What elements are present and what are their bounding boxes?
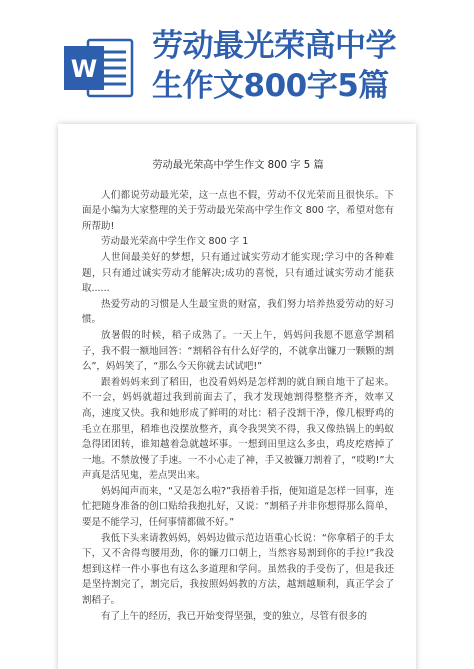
- word-document-icon: [62, 34, 136, 102]
- word-icon-letter: W: [70, 55, 98, 83]
- paragraph: 我低下头来请教妈妈，妈妈边做示范边语重心长说：“你拿稻子的手太下，又不舍得弯腰用劲，你的镰刀口朝上，当然容易割到你的手拉!”我没想到这样一件小事也有这么多道理和学问。虽然我的手受伤了，但是我还是坚持割完了，割完后，我按照妈妈教的方法，越割越顺利，真正学会了割稻子。: [82, 532, 394, 607]
- paragraph: 跟着妈妈来到了稻田，也没看妈妈是怎样割的就自顾自地干了起来。不一会，妈妈就超过我到前面去了，我才发现她割得整整齐齐，效率又高，速度又快。我和她形成了鲜明的对比：稻子没割干净，像几根野鸡的毛立在那里，稻堆也没摆放整齐，真令我哭笑不得，我又像热锅上的蚂蚁急得团团转，谁知越着急就越坏事。一想到田里这么多虫，鸡皮疙瘩掉了一地。不禁放慢了手速。一不小心走了神，手又被镰刀割着了，“哎哟!”大声真是活见鬼，差点哭出来。: [82, 376, 394, 482]
- section-heading: 劳动最光荣高中学生作文 800 字 1: [101, 236, 249, 248]
- paragraph: 放暑假的时候，稻子成熟了。一天上午，妈妈问我愿不愿意学割稻子，我不假一额地回答：“割稻谷有什么好学的，不就拿出镰刀一颗颗的割么”，妈妈笑了，“那么今天你就去试试吧!”: [82, 329, 394, 373]
- paragraph: 有了上午的经历，我已开始变得坚强，变的独立，尽管有很多的: [101, 610, 368, 622]
- header-banner: [0, 0, 474, 140]
- page-title: [152, 26, 462, 106]
- page-title-line-1: 劳动最光荣高中学: [152, 28, 396, 64]
- document-title: 劳动最光荣高中学生作文 800 字 5 篇: [152, 160, 324, 171]
- page-title-line-2: 生作文800字5篇: [152, 68, 389, 104]
- document-preview: [58, 124, 416, 669]
- paragraph: 人们都说劳动最光荣，这一点也不假，劳动不仅光荣而且很快乐。下面是小编为大家整理的关于劳动最光荣高中学生作文 800 字，希望对您有所帮助!: [82, 189, 394, 232]
- document-body: [82, 158, 394, 624]
- paragraph: 妈妈闻声而来，“又是怎么啦?”我捂着手指，便知道是怎样一回事，连忙把随身准备的创口贴给我抱扎好，又说：“割稻子并非你想得那么简单，要是不能学习，任何事情都做不好。”: [82, 485, 394, 529]
- paragraph: 人世间最美好的梦想，只有通过诚实劳动才能实现;学习中的各种难题，只有通过诚实劳动才能解决;成功的喜悦，只有通过诚实劳动才能获取......: [82, 251, 394, 295]
- paragraph: 热爱劳动的习惯是人生最宝贵的财富，我们努力培养热爱劳动的好习惯。: [82, 298, 394, 326]
